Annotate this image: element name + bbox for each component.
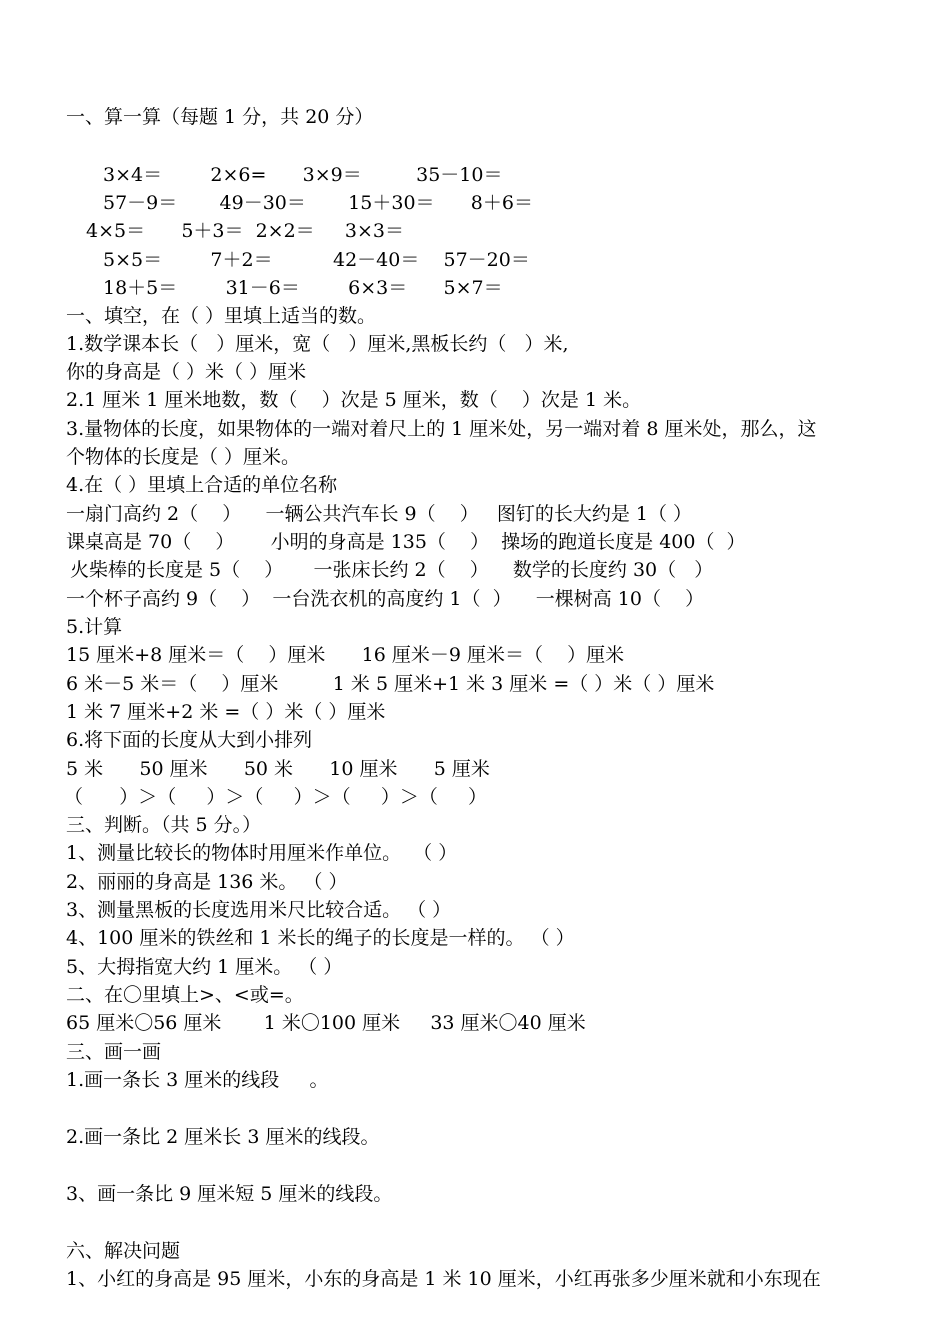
- calc-length-row: 1 米 7 厘米+2 米 =（ ）米（ ）厘米: [66, 701, 386, 723]
- solve-problem: 1、小红的身高是 95 厘米，小东的身高是 1 米 10 厘米，小红再张多少厘米就和小东现在: [66, 1268, 821, 1290]
- calc-row: 18＋5＝ 31－6＝ 6×3＝ 5×7＝: [103, 277, 503, 299]
- section-title-draw: 三、画一画: [66, 1041, 162, 1063]
- calc-row: 57－9＝ 49－30＝ 15＋30＝ 8＋6＝: [103, 192, 533, 214]
- judge-row: 2、丽丽的身高是 136 米。 （ ）: [66, 871, 348, 893]
- judge-row: 4、100 厘米的铁丝和 1 米长的绳子的长度是一样的。 （ ）: [66, 927, 575, 949]
- judge-row: 1、测量比较长的物体时用厘米作单位。 （ ）: [66, 842, 458, 864]
- draw-task: 1.画一条长 3 厘米的线段 。: [66, 1069, 329, 1091]
- section-title-solve: 六、解决问题: [66, 1240, 181, 1262]
- question-2: 2.1 厘米 1 厘米地数，数（ ）次是 5 厘米，数（ ）次是 1 米。: [66, 389, 642, 411]
- unit-row: 火柴棒的长度是 5（ ） 一张床长约 2（ ） 数学的长度约 30（ ）: [70, 559, 714, 581]
- judge-row: 5、大拇指宽大约 1 厘米。 （ ）: [66, 956, 343, 978]
- section-title-compare: 二、在〇里填上>、<或=。: [66, 984, 304, 1006]
- section-title-judge: 三、判断。（共 5 分。）: [66, 814, 262, 836]
- order-items: 5 米 50 厘米 50 米 10 厘米 5 厘米: [66, 758, 490, 780]
- section-title-fill: 一、填空，在（ ）里填上适当的数。: [66, 305, 377, 327]
- judge-row: 3、测量黑板的长度选用米尺比较合适。 （ ）: [66, 899, 452, 921]
- unit-row: 一扇门高约 2（ ） 一辆公共汽车长 9（ ） 图钉的长大约是 1（ ）: [66, 503, 693, 525]
- question-4-title: 4.在（ ）里填上合适的单位名称: [66, 474, 338, 496]
- compare-row: 65 厘米〇56 厘米 1 米〇100 厘米 33 厘米〇40 厘米: [66, 1012, 586, 1034]
- draw-task: 2.画一条比 2 厘米长 3 厘米的线段。: [66, 1126, 380, 1148]
- draw-task: 3、画一条比 9 厘米短 5 厘米的线段。: [66, 1183, 393, 1205]
- question-6-title: 6.将下面的长度从大到小排列: [66, 729, 313, 751]
- calc-length-row: 15 厘米+8 厘米＝（ ）厘米 16 厘米－9 厘米＝（ ）厘米: [66, 644, 625, 666]
- question-5-title: 5.计算: [66, 616, 123, 638]
- question-1b: 你的身高是（ ）米（ ）厘米: [66, 361, 307, 383]
- calc-row: 5×5＝ 7＋2＝ 42－40＝ 57－20＝: [103, 249, 530, 271]
- unit-row: 课桌高是 70（ ） 小明的身高是 135（ ） 操场的跑道长度是 400（ ）: [66, 531, 746, 553]
- calc-row: 3×4＝ 2×6= 3×9＝ 35－10＝: [103, 164, 503, 186]
- calc-row: 4×5＝ 5＋3＝ 2×2＝ 3×3＝: [86, 220, 404, 242]
- question-1a: 1.数学课本长（ ）厘米，宽（ ）厘米,黑板长约（ ）米,: [66, 333, 569, 355]
- section-title-calc: 一、算一算（每题 1 分，共 20 分）: [66, 106, 374, 128]
- question-3b: 个物体的长度是（ ）厘米。: [66, 446, 301, 468]
- order-blanks: （ ）＞（ ）＞（ ）＞（ ）＞（ ）: [64, 786, 488, 808]
- calc-length-row: 6 米－5 米＝（ ）厘米 1 米 5 厘米+1 米 3 厘米 =（ ）米（ ）厘米: [66, 673, 715, 695]
- unit-row: 一个杯子高约 9（ ） 一台洗衣机的高度约 1（ ） 一棵树高 10（ ）: [66, 588, 705, 610]
- question-3a: 3.量物体的长度，如果物体的一端对着尺上的 1 厘米处，另一端对着 8 厘米处，那么，这: [66, 418, 817, 440]
